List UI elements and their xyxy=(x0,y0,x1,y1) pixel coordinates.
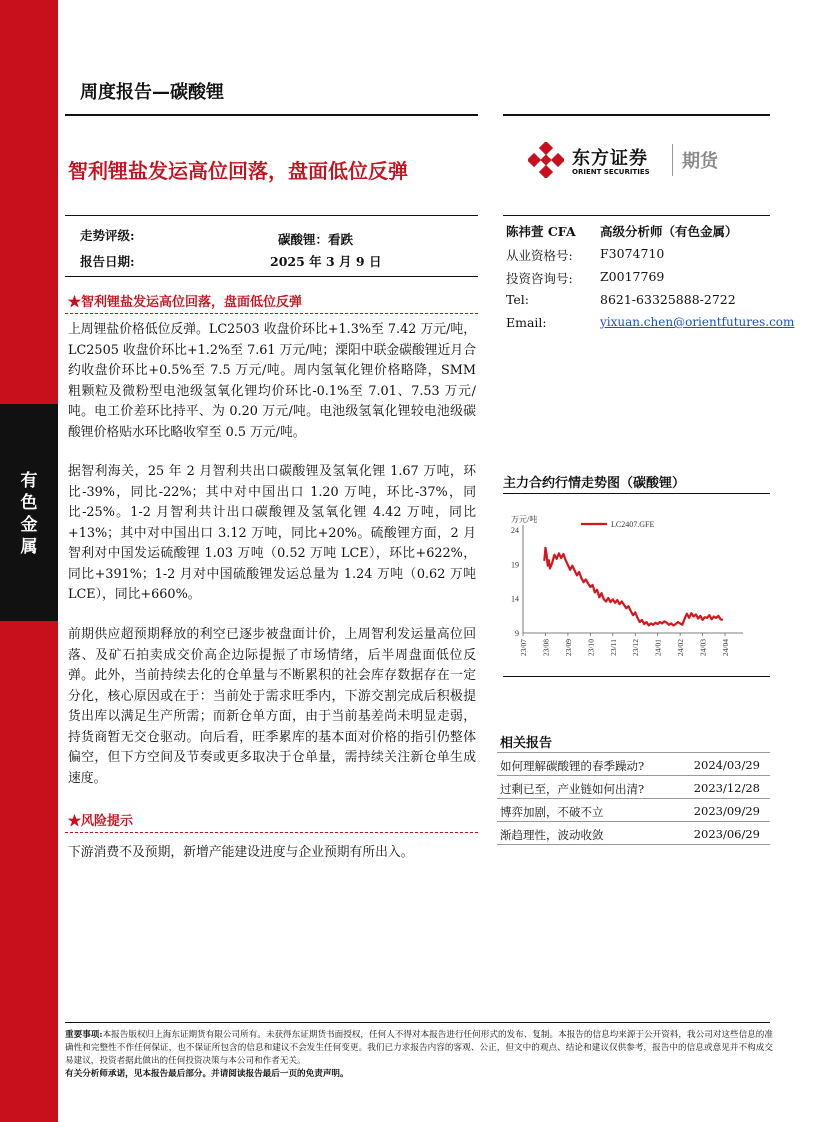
consult-value: Z0017769 xyxy=(600,269,665,284)
related-report-item[interactable] xyxy=(497,775,770,799)
related-report-title: 博弈加剧，不破不立 xyxy=(500,805,604,819)
sector-char: 色 xyxy=(20,493,38,513)
date-label: 报告日期: xyxy=(80,254,135,269)
logo-cn-text: 东方证券 xyxy=(572,148,648,169)
price-chart-svg xyxy=(503,505,770,675)
x-tick-label: 24/01 xyxy=(653,639,663,657)
x-tick-label: 24/03 xyxy=(698,639,708,657)
email-label: Email: xyxy=(506,315,547,330)
paragraph-prices: 上周锂盐价格低位反弹。LC2503 收盘价环比+1.3%至 7.42 万元/吨，LC2505 收盘价环比+1.2%至 7.61 万元/吨；溧阳中联金碳酸锂近月合约收盘价环比+0.5%至 7.5 万元/吨。周内氢氧化锂价格略降，SMM 粗颗粒及微粉型电池级氢氧化锂均价环比-0.1%至 7.01、7.53 万元/吨。电工价差环比持平、为 0.20 万元/吨。电池级氢氧化锂较电池级碳酸锂价格贴水环比略收窄至 0.5 万元/吨。 xyxy=(68,322,476,440)
date-value: 2025 年 3 月 9 日 xyxy=(270,254,382,269)
section-title-risk: ★风险提示 xyxy=(68,814,134,829)
analyst-rule-top xyxy=(503,215,770,216)
analyst-name: 陈祎萱 CFA xyxy=(506,224,576,239)
sector-char: 属 xyxy=(20,537,38,557)
related-reports-rule xyxy=(497,844,770,845)
analyst-title: 高级分析师（有色金属） xyxy=(600,224,738,239)
x-tick-label: 23/08 xyxy=(541,639,551,657)
logo-separator xyxy=(672,144,673,176)
y-tick-label: 9 xyxy=(515,629,519,638)
related-report-title: 如何理解碳酸锂的春季躁动? xyxy=(500,759,645,773)
cert-label: 从业资格号: xyxy=(506,248,573,263)
related-report-item[interactable] xyxy=(497,752,770,776)
disclaimer-label: 重要事项: xyxy=(65,1030,103,1040)
section-title-summary: ★智利锂盐发运高位回落，盘面低位反弹 xyxy=(68,295,303,310)
series-line-lc2407 xyxy=(544,548,722,626)
section-divider xyxy=(65,313,478,314)
consult-label: 投资咨询号: xyxy=(506,271,573,286)
report-type-title: 周度报告—碳酸锂 xyxy=(80,82,224,103)
headline: 智利锂盐发运高位回落，盘面低位反弹 xyxy=(68,159,408,183)
header-rule xyxy=(65,114,478,116)
paragraph-chile-exports: 据智利海关，25 年 2 月智利共出口碳酸锂及氢氧化锂 1.67 万吨，环比-39%，同比-22%；其中对中国出口 1.20 万吨，环比-37%，同比-25%。1-2 月智利共计出口碳酸锂及氢氧化锂 4.42 万吨，同比+13%；其中对中国出口 3.12 万吨，同比+20%。硫酸锂方面，2 月智利对中国发运硫酸锂 1.03 万吨（0.52 万吨 LCE），环比+622%，同比+391%；1-2 月对中国硫酸锂发运总量为 1.24 万吨（0.62 万吨 LCE），同比+660%。 xyxy=(68,464,476,602)
paragraph-outlook: 前期供应超预期释放的利空已逐步被盘面计价，上周智利发运量高位回落、及矿石拍卖成交价高企边际提振了市场情绪，后半周盘面低位反弹。此外，当前持续去化的仓单量与不断累积的社会库存数据存在一定分化，核心原因或在于：当前处于需求旺季内，下游交割完成后积极提货出库以满足生产所需；而新仓单方面，由于当前基差尚未明显走弱，持货商暂无交仓驱动。向后看，旺季累库的基本面对价格的指引仍整体偏空，但下方空间及节奏或更多取决于仓单量，需持续关注新仓单生成速度。 xyxy=(68,627,476,786)
legend-label: LC2407.GFE xyxy=(611,520,655,529)
section-divider xyxy=(65,832,478,833)
disclaimer xyxy=(65,1029,773,1068)
y-tick-label: 14 xyxy=(511,594,519,604)
x-tick-label: 23/12 xyxy=(631,639,641,657)
company-logo xyxy=(528,140,748,180)
chart-title: 主力合约行情走势图（碳酸锂） xyxy=(503,476,686,491)
related-report-date: 2023/09/29 xyxy=(693,804,760,818)
logo-mark-icon xyxy=(528,142,564,178)
email-link[interactable]: yixuan.chen@orientfutures.com xyxy=(600,315,795,329)
y-tick-label: 24 xyxy=(511,526,519,535)
meta-rule-bottom xyxy=(65,276,478,277)
chart-rule xyxy=(503,493,770,494)
x-tick-label: 24/04 xyxy=(721,639,731,657)
meta-rule-top xyxy=(65,215,478,216)
related-report-date: 2023/12/28 xyxy=(693,781,760,795)
disclaimer-text: 本报告版权归上海东证期货有限公司所有。未获得东证期货书面授权，任何人不得对本报告进行任何形式的发布、复制。本报告的信息均来源于公开资料，我公司对这些信息的准确性和完整性不作任何保证，也不保证所包含的信息和建议不会发生任何变更。我们已力求报告内容的客观、公正，但文中的观点、结论和建议仅供参考，报告中的信息或意见并不构成交易建议，投资者据此做出的任何投资决策与本公司和作者无关。 xyxy=(65,1030,773,1066)
x-tick-label: 23/11 xyxy=(608,639,618,656)
x-tick-label: 23/07 xyxy=(519,639,528,657)
sector-char: 金 xyxy=(20,515,38,535)
sector-char: 有 xyxy=(20,471,38,491)
price-chart xyxy=(503,505,770,675)
related-report-title: 过剩已至，产业链如何出清? xyxy=(500,782,645,796)
related-report-date: 2024/03/29 xyxy=(693,758,760,772)
disclaimer-footer: 有关分析师承诺，见本报告最后部分。并请阅读报告最后一页的免责声明。 xyxy=(65,1069,349,1079)
related-reports-title: 相关报告 xyxy=(500,736,553,751)
related-report-title: 渐趋理性，波动收敛 xyxy=(500,828,604,842)
header-rule-right xyxy=(503,114,770,116)
x-tick-label: 24/02 xyxy=(676,639,686,657)
tel-label: Tel: xyxy=(506,292,529,307)
y-tick-label: 19 xyxy=(511,560,519,570)
cert-value: F3074710 xyxy=(600,246,665,261)
y-axis-unit-label: 万元/吨 xyxy=(511,515,538,524)
rating-label: 走势评级: xyxy=(80,228,135,243)
related-report-item[interactable] xyxy=(497,798,770,822)
logo-futures-text: 期货 xyxy=(682,151,718,172)
logo-en-text: ORIENT SECURITIES xyxy=(572,168,650,176)
disclaimer-rule xyxy=(65,1022,770,1023)
rating-value: 碳酸锂：看跌 xyxy=(278,232,354,247)
tel-value: 8621-63325888-2722 xyxy=(600,292,736,307)
x-tick-label: 23/09 xyxy=(563,639,573,657)
x-tick-label: 23/10 xyxy=(586,639,596,657)
chart-rule-bottom xyxy=(503,676,770,677)
sector-label xyxy=(0,470,58,558)
related-report-date: 2023/06/29 xyxy=(693,827,760,841)
related-report-item[interactable] xyxy=(497,821,770,845)
paragraph-risk: 下游消费不及预期，新增产能建设进度与企业预期有所出入。 xyxy=(68,845,414,860)
